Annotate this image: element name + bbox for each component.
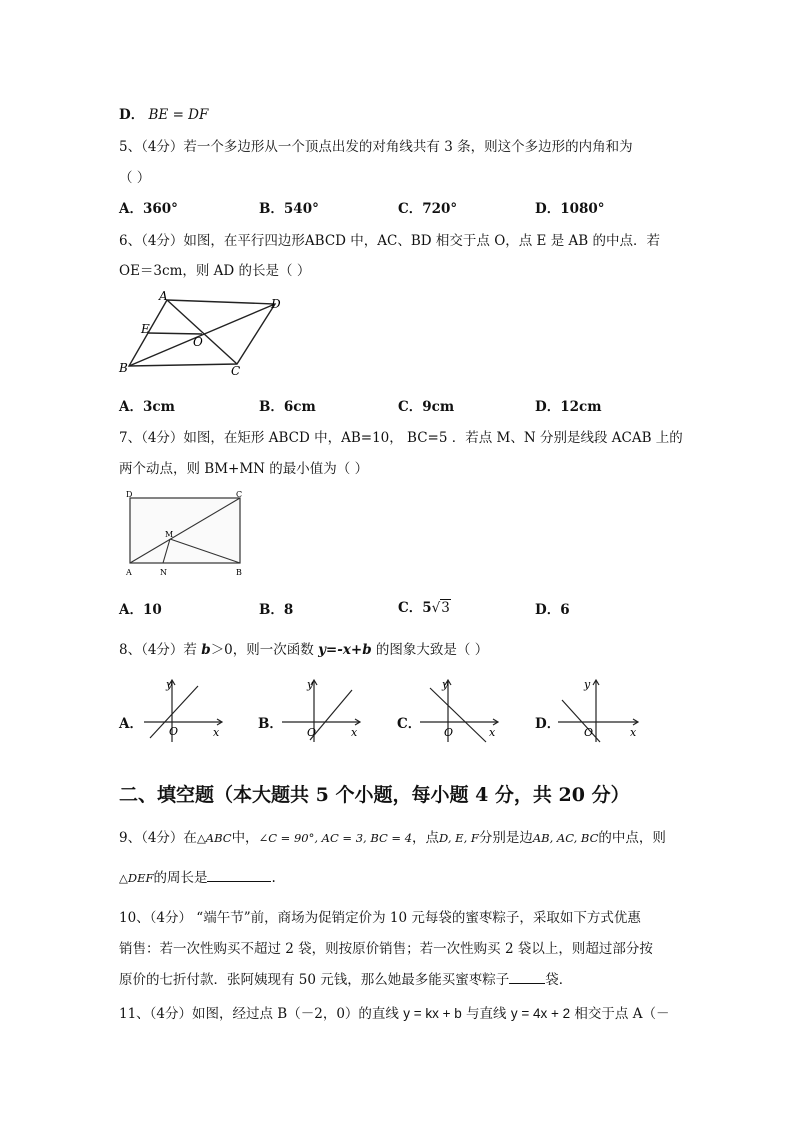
q6-stem-line2: OE＝3cm，则 AD 的长是（ ） <box>119 263 311 279</box>
q10-line3-suffix: 袋． <box>545 972 573 988</box>
q10-line3 <box>119 968 572 988</box>
q8-stem <box>119 638 488 658</box>
q7-stem-line2: 两个动点，则 BM+MN 的最小值为（ ） <box>119 461 369 477</box>
label-b: B <box>236 568 242 577</box>
origin-label: O <box>584 726 594 739</box>
label-d: D <box>126 490 133 499</box>
q9-triangle-abc: △ABC <box>196 831 232 845</box>
q8-graph-c <box>418 676 506 744</box>
sqrt-symbol: √ <box>431 600 441 616</box>
q10-answer-blank[interactable] <box>509 983 545 984</box>
label-b: B <box>119 361 128 375</box>
x-axis-label: x <box>213 726 220 739</box>
x-axis-label: x <box>630 726 637 739</box>
q7-option-c-text: C．5 <box>398 600 432 616</box>
q9-suffix: 的中点，则 <box>598 830 666 846</box>
q9-prefix: 9、（4分）在 <box>119 830 197 846</box>
q6-option-b: B．6cm <box>259 399 316 415</box>
q11-suffix: 相交于点 A（－ <box>570 1006 670 1022</box>
q8-stem-mid: ＞0，则一次函数 <box>210 642 319 658</box>
y-axis-label: y <box>307 678 314 691</box>
q4-option-d <box>119 103 208 123</box>
q8-stem-suffix: 的图象大致是（ ） <box>371 642 489 658</box>
q8-graph-a <box>142 676 230 744</box>
q11-line1 <box>119 1002 669 1022</box>
label-e: E <box>141 322 150 336</box>
q7-option-a: A．10 <box>119 602 162 618</box>
label-a: A <box>126 568 132 577</box>
label-d: D <box>271 297 281 311</box>
q7-rectangle-figure <box>120 488 250 580</box>
q8-stem-func: y=-x+b <box>318 642 372 658</box>
q10-line2: 销售：若一次性购买不超过 2 袋，则按原价销售；若一次性购买 2 袋以上，则超过部分按 <box>119 941 653 957</box>
q5-stem: 5、（4分）若一个多边形从一个顶点出发的对角线共有 3 条，则这个多边形的内角和为 <box>119 139 633 155</box>
q7-option-c <box>398 596 451 616</box>
diagonal-ac <box>167 300 237 364</box>
origin-label: O <box>169 725 179 738</box>
q9-condition: ∠C = 90°, AC = 3, BC = 4 <box>258 831 413 845</box>
q7-option-c-radicand: 3 <box>441 600 450 616</box>
q7-stem-line1: 7、（4分）如图，在矩形 ABCD 中，AB=10， BC=5 ．若点 M、N 分别是线段 ACAB 上的 <box>119 430 683 446</box>
q9-line1 <box>119 826 666 846</box>
y-axis-label: y <box>442 678 449 691</box>
q5-option-a: A．360° <box>119 201 178 217</box>
q5-option-d: D．1080° <box>535 201 605 217</box>
q8-graph-b <box>280 676 368 744</box>
q4-option-d-expr: BE = DF <box>148 107 209 123</box>
label-m: M <box>165 530 174 539</box>
q8-graph-d <box>556 676 644 744</box>
q8-stem-b: b <box>201 642 211 658</box>
q8-option-b-label: B． <box>258 716 283 732</box>
section-fill-in-blank-heading: 二、填空题（本大题共 5 个小题，每小题 4 分，共 20 分） <box>119 784 630 806</box>
y-axis-label: y <box>584 678 591 691</box>
q5-option-b: B．540° <box>259 201 319 217</box>
q9-line2-suffix: 的周长是 <box>153 870 208 886</box>
origin-label: O <box>444 726 454 739</box>
label-c: C <box>236 490 243 499</box>
label-o: O <box>193 335 203 349</box>
q8-option-a-label: A． <box>119 716 143 732</box>
q7-option-b: B．8 <box>259 602 294 618</box>
q9-points: D, E, F <box>439 831 479 845</box>
q9-triangle-def: △DEF <box>119 871 154 885</box>
q9-mid2: ，点 <box>412 830 440 846</box>
label-n: N <box>160 568 167 577</box>
y-axis-label: y <box>166 678 173 691</box>
q9-line2 <box>119 866 276 886</box>
q6-parallelogram-figure <box>115 288 290 380</box>
q9-end: . <box>271 870 276 886</box>
q6-option-a: A．3cm <box>119 399 175 415</box>
q8-option-d-label: D． <box>535 716 561 732</box>
q6-option-d: D．12cm <box>535 399 602 415</box>
graph-line <box>310 690 352 740</box>
q10-line3-prefix: 原价的七折付款．张阿姨现有 50 元钱，那么她最多能买蜜枣粽子 <box>119 972 510 988</box>
label-a: A <box>159 289 168 303</box>
segment-oe <box>148 333 202 334</box>
q9-answer-blank[interactable] <box>207 881 271 882</box>
q8-option-c-label: C． <box>397 716 422 732</box>
x-axis-label: x <box>489 726 496 739</box>
q11-line-equation-1: y = kx + b <box>403 1006 462 1021</box>
graph-line <box>562 700 600 742</box>
q7-option-d: D．6 <box>535 602 570 618</box>
q9-sides: AB, AC, BC <box>532 831 599 845</box>
q5-paren: （ ） <box>119 170 151 186</box>
graph-line <box>430 688 486 742</box>
q11-line-equation-2: y = 4x + 2 <box>510 1006 571 1021</box>
origin-label: O <box>307 726 317 739</box>
q4-option-d-label: D． <box>119 107 145 123</box>
q5-option-c: C．720° <box>398 201 458 217</box>
q6-option-c: C．9cm <box>398 399 455 415</box>
q6-stem-line1: 6、（4分）如图，在平行四边形ABCD 中，AC、BD 相交于点 O，点 E 是 AB 的中点．若 <box>119 233 660 249</box>
q8-stem-prefix: 8、（4分）若 <box>119 642 202 658</box>
q11-prefix: 11、（4分）如图，经过点 B（－2，0）的直线 <box>119 1006 404 1022</box>
q9-mid1: 中， <box>231 830 259 846</box>
label-c: C <box>231 364 241 378</box>
q10-line1: 10、（4分） “端午节”前，商场为促销定价为 10 元每袋的蜜枣粽子，采取如下方式优惠 <box>119 910 641 926</box>
x-axis-label: x <box>351 726 358 739</box>
q11-mid: 与直线 <box>461 1006 511 1022</box>
q9-mid3: 分别是边 <box>478 830 533 846</box>
